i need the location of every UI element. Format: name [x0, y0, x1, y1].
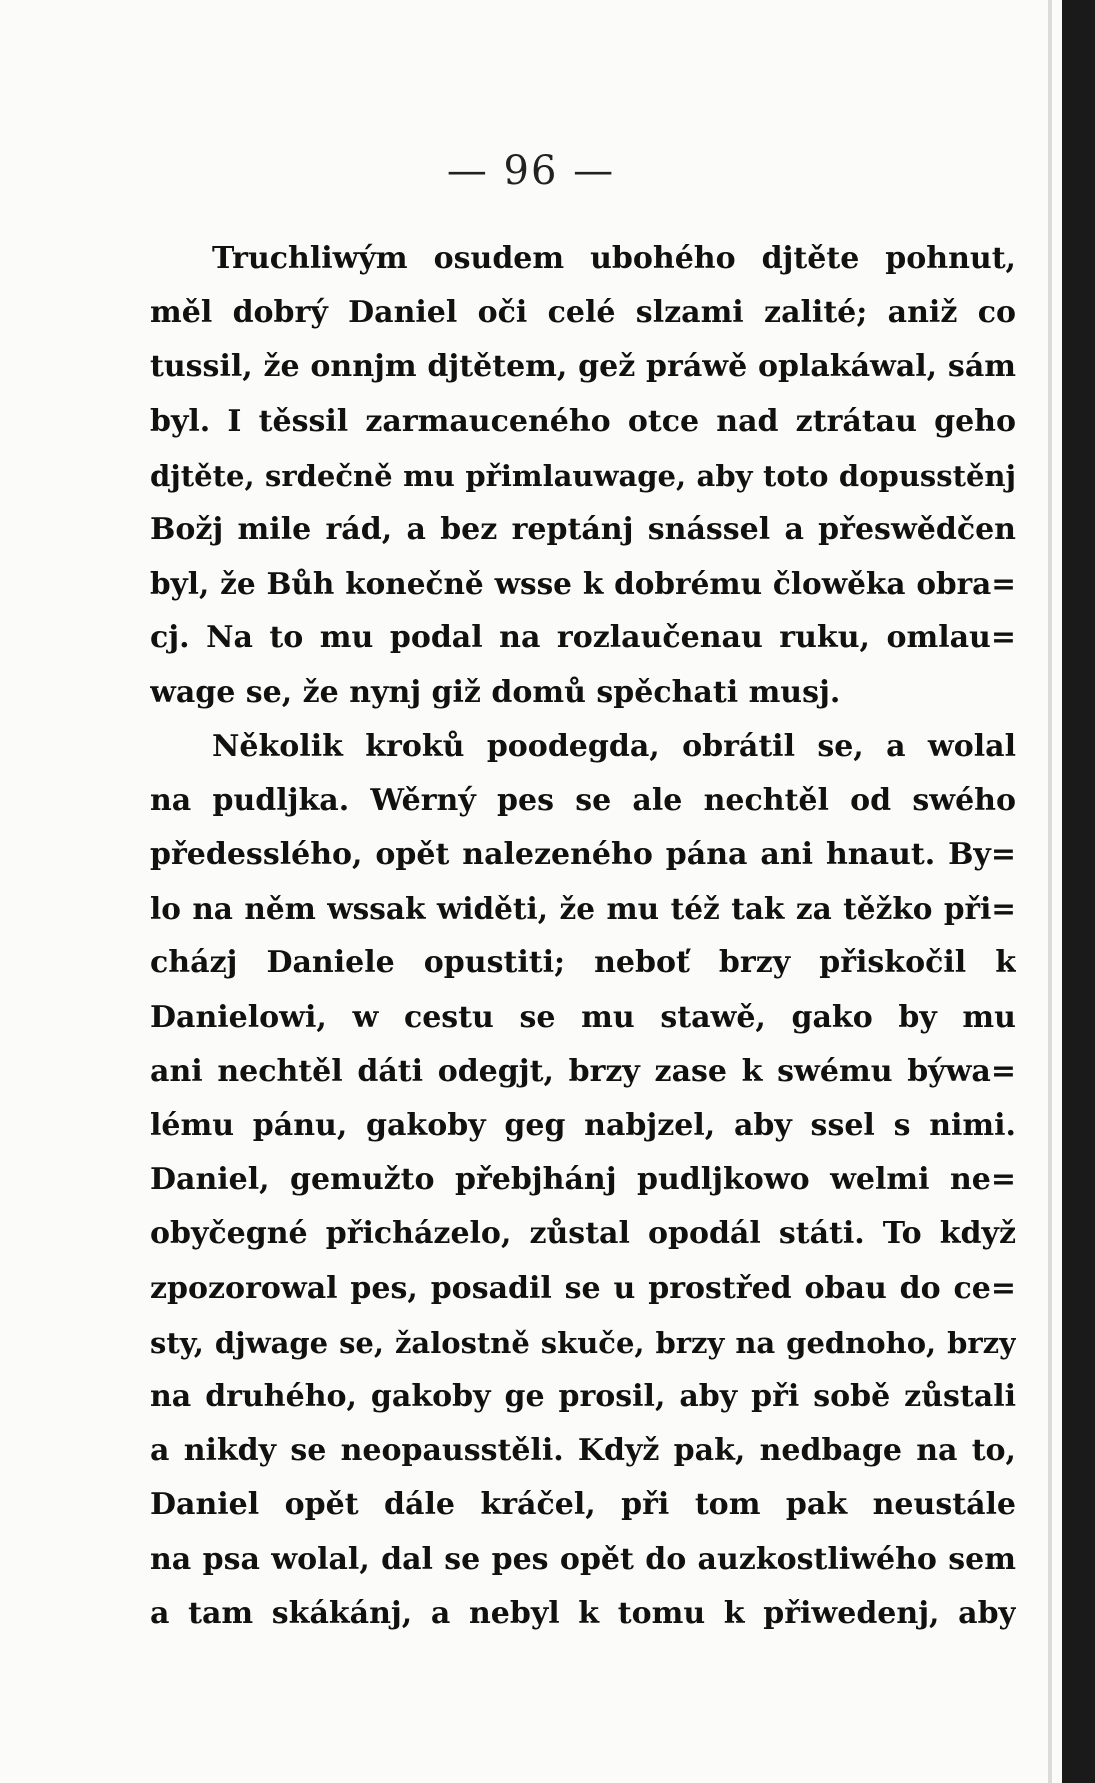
body-text	[150, 232, 1016, 1641]
page-number: — 96 —	[446, 148, 616, 194]
text-line-11: na pudljka. Wěrný pes se ale nechtěl od swého	[150, 782, 1016, 818]
text-line-21: sty, djwage se, žalostně skuče, brzy na gednoho, brzy	[150, 1325, 1016, 1360]
text-line-8: cj. Na to mu podal na rozlaučenau ruku, omlau=	[150, 620, 1016, 656]
text-line-25: na psa wolal, dal se pes opět do auzkostliwého sem	[150, 1541, 1016, 1577]
text-line-22: na druhého, gakoby ge prosil, aby při sobě zůstali	[150, 1378, 1016, 1414]
page-edge-shadow	[1048, 0, 1052, 1783]
text-line-17: lému pánu, gakoby geg nabjzel, aby ssel s nimi.	[150, 1108, 1016, 1143]
text-line-20: zpozorowal pes, posadil se u prostřed obau do ce=	[150, 1270, 1016, 1306]
text-line-3: tussil, že onnjm djtětem, gež práwě oplakáwal, sám	[150, 349, 1016, 385]
text-line-7: byl, že Bůh konečně wsse k dobrému člowěka obra=	[150, 566, 1016, 602]
text-line-10: Několik kroků poodegda, obrátil se, a wolal	[212, 728, 1016, 764]
text-line-9: wage se, že nynj giž domů spěchati musj.	[150, 674, 841, 710]
text-line-19: obyčegné přicházelo, zůstal opodál státi. To když	[150, 1216, 1016, 1252]
text-line-6: Božj mile rád, a bez reptánj snássel a přeswědčen	[150, 511, 1016, 547]
text-line-18: Daniel, gemužto přebjhánj pudljkowo welmi ne=	[150, 1162, 1016, 1198]
text-line-2: měl dobrý Daniel oči celé slzami zalité; aniž co	[150, 295, 1016, 331]
scan-dark-margin	[1062, 0, 1095, 1783]
text-line-14: cházj Daniele opustiti; neboť brzy přiskočil k	[150, 945, 1016, 981]
text-line-4: byl. I těssil zarmauceného otce nad ztrátau geho	[150, 403, 1016, 439]
text-line-1: Truchliwým osudem ubohého djtěte pohnut,	[212, 241, 1016, 276]
text-line-5: djtěte, srdečně mu přimlauwage, aby toto dopusstěnj	[150, 458, 1016, 493]
text-line-23: a nikdy se neopausstěli. Když pak, nedbage na to,	[150, 1433, 1016, 1469]
text-line-26: a tam skákánj, a nebyl k tomu k přiwedenj, aby	[150, 1595, 1016, 1631]
text-line-12: předesslého, opět nalezeného pána ani hnaut. By=	[150, 837, 1016, 873]
text-line-24: Daniel opět dále kráčel, při tom pak neustále	[150, 1487, 1016, 1523]
text-line-15: Danielowi, w cestu se mu stawě, gako by mu	[150, 999, 1016, 1035]
text-line-13: lo na něm wssak widěti, že mu též tak za těžko při=	[150, 891, 1016, 927]
text-line-16: ani nechtěl dáti odegjt, brzy zase k swému býwa=	[150, 1053, 1016, 1089]
